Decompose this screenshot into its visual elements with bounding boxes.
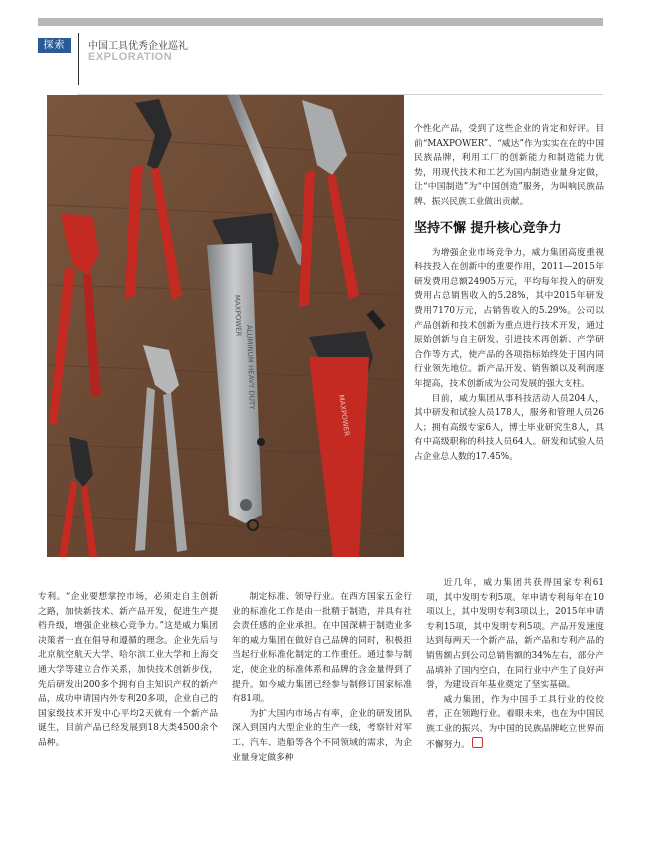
paragraph: 专利。“企业要想掌控市场，必须走自主创新之路，加快新技术、新产品开发，促进生产提档升级，增强企业核心竞争力。”这是威力集团决策者一直在倡导和遵循的理念。企业先后与北京航空航天大学、哈尔滨工业大学和上海交通大学等建立合作关系，加快技术创新步伐，先后研发出200多个拥有自主知识产权的新产品，成功申请国内外专利20多项，企业自己的国家级技术开发中心平均2天就有一个新产品诞生，目前产品已经发展到18大类4500余个品种。 (38, 592, 218, 748)
end-mark-icon (472, 737, 483, 748)
column-subtitle: EXPLORATION (88, 51, 173, 63)
paragraph: 近几年，威力集团共获得国家专利61项，其中发明专利5项。年申请专利每年在10项以上，其中发明专利3项以上，2015年申请专利15项，其中发明专利5项。产品开发速度达到每两天一个新产品，新产品和专利产品的销售额占到公司总销售额的34%左右，部分产品填补了国内空白，在同行业中产生了良好声誉，为建设百年基业奠定了坚实基础。 (426, 578, 604, 691)
red-wrench-marking: MAXPOWER (337, 394, 351, 437)
paragraph: 制定标准、领导行业。在西方国家五金行业的标准化工作是由一批精于制造，并具有社会责任感的企业承担。在中国深耕于制造业多年的威力集团在做好自己品牌的同时，积极担当起行业标准化制定的工作重任。通过参与制定，使企业的标准体系和品牌的含金量得到了提升。如今威力集团已经参与制修订国家标准有81项。 (232, 592, 412, 705)
bottom-column-2 (232, 590, 412, 765)
tools-photo (47, 95, 404, 557)
right-column (414, 122, 604, 464)
wrench-marking-1: MAXPOWER (233, 294, 243, 337)
column-title: 中国工具优秀企业巡礼 (88, 41, 188, 52)
paragraph: 个性化产品，受到了这些企业的肯定和好评。目前“MAXPOWER”、“威达”作为实实在在的中国民族品牌，利用工厂的创新能力和制造能力优势，用现代技术和工艺为国内制造业量身定做，让“中国制造”为“中国创造”服务，为叫响民族品牌、振兴民族工业做出贡献。 (414, 124, 604, 207)
section-tag: 探索 (38, 38, 71, 53)
paragraph: 为增强企业市场竞争力，威力集团高度重视科技投入在创新中的重要作用，2011—2015年研发费用总额24905万元，平均每年投入的研发费用占总销售收入的5.28%，其中2015年研发费用7170万元，占销售收入的5.29%。公司以产品创新和技术创新为重点进行技术开发，通过原始创新与自主研发、引进技术再创新、产学研合作等方式，使产品的各项指标始终处于国内同行业领先地位。新产品开发、销售额以及利润逐年提高，技术创新成为公司发展的强大支柱。 (414, 247, 604, 389)
closing-text: 威力集团，作为中国手工具行业的佼佼者，正在领跑行业。着眼未来，也在为中国民族工业的振兴、为中国的民族品牌屹立世界而不懈努力。 (426, 694, 604, 750)
top-bar (38, 18, 603, 26)
bottom-column-1 (38, 590, 218, 751)
header-divider (78, 33, 79, 85)
bottom-column-3 (426, 576, 604, 752)
paragraph: 目前，威力集团从事科技活动人员204人，其中研发和试验人员178人，服务和管理人员26人；拥有高级专家6人，博士毕业研究生8人，具有中高级职称的科技人员64人。研发和试验人员占企业总人数的17.45%。 (414, 393, 604, 462)
section-heading: 坚持不懈 提升核心竞争力 (414, 220, 562, 236)
paragraph (426, 693, 604, 752)
wrench-marking-2: ALUMINUM HEAVY DUTY (245, 324, 256, 410)
paragraph: 为扩大国内市场占有率，企业的研发团队深入到国内大型企业的生产一线，考察针对军工、汽车、造船等各个不同领域的需求，为企业量身定做多种 (232, 708, 412, 763)
pliers-wrench-illustration (47, 95, 404, 557)
